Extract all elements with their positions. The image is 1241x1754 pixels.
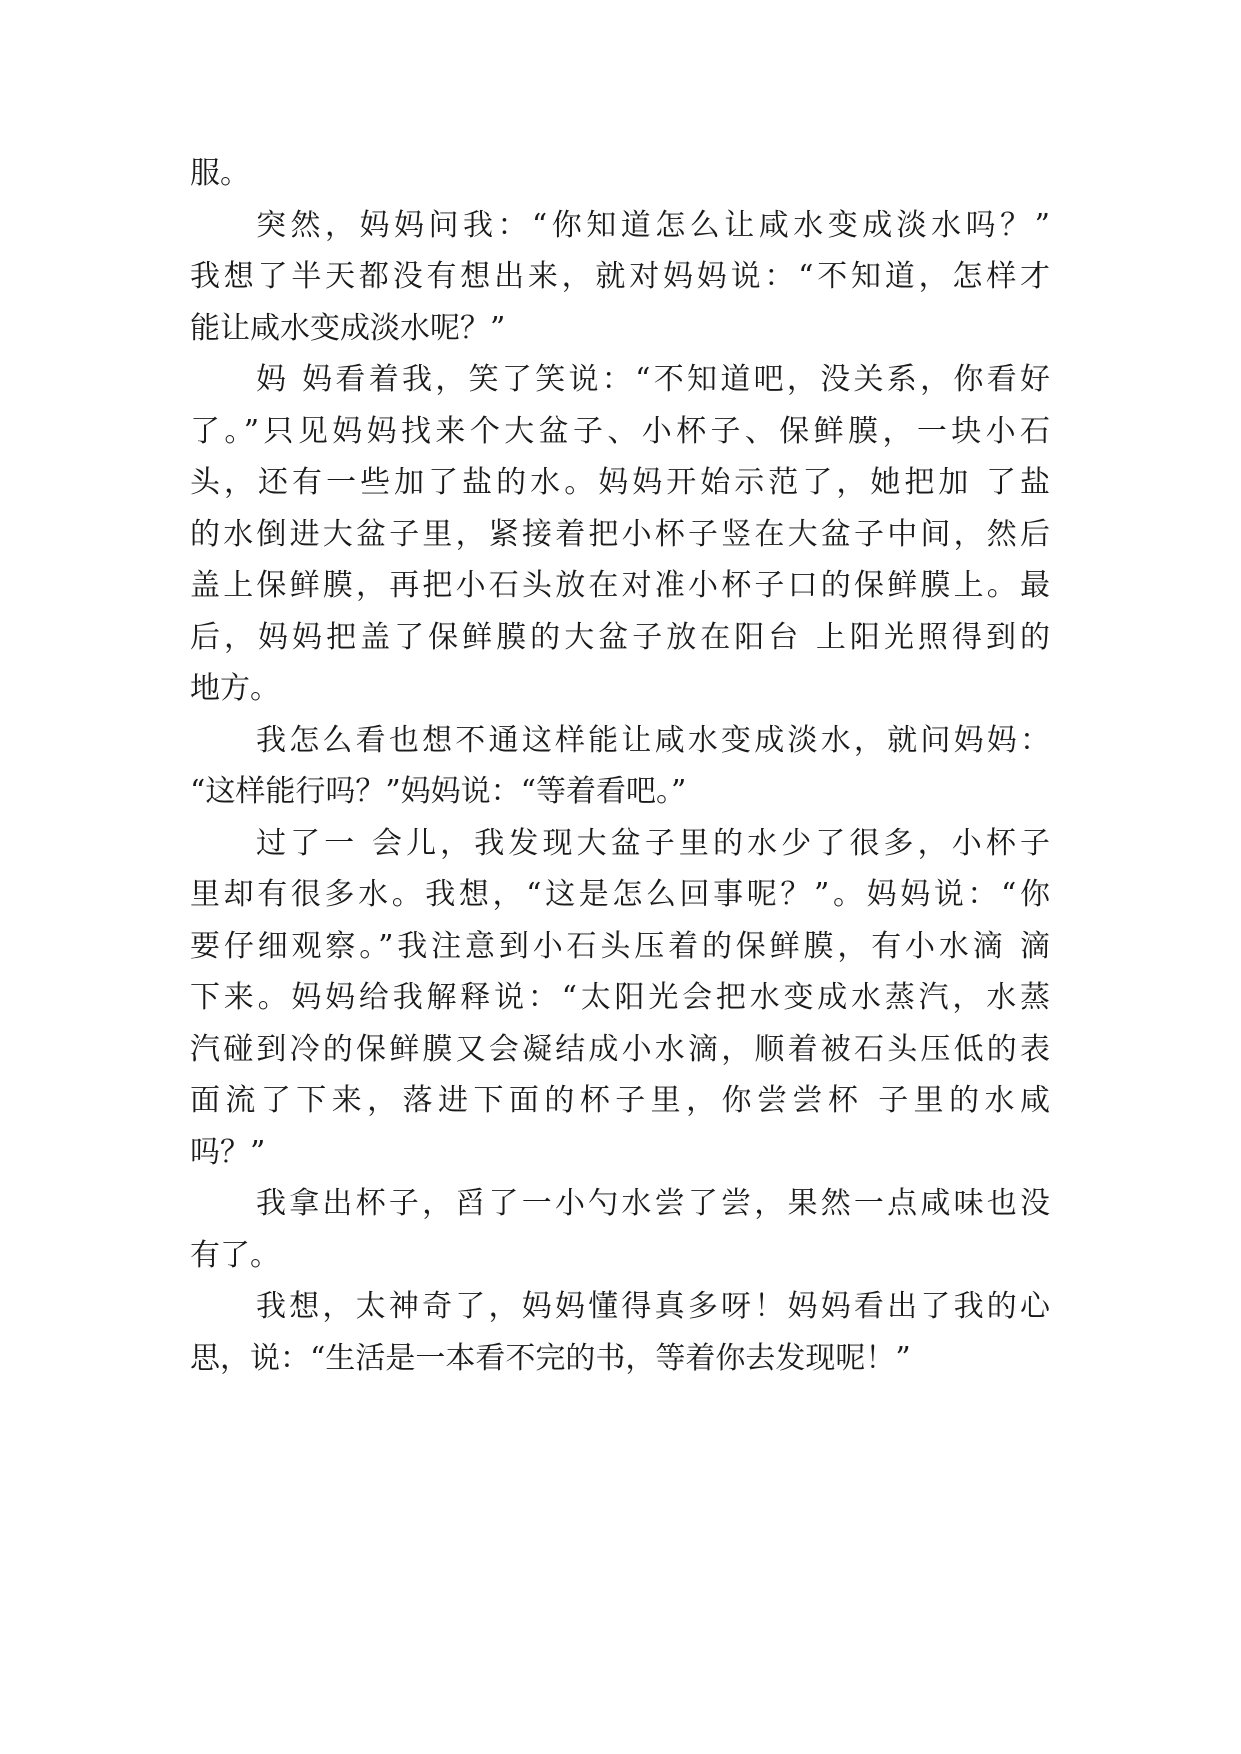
body-text [190,148,1050,1384]
text-line: 有了。 [190,1237,280,1273]
text-line: 下来。妈妈给我解释说：“太阳光会把水变成水蒸汽，水蒸 [190,980,1050,1015]
text-line: 汽碰到冷的保鲜膜又会凝结成小水滴，顺着被石头压低的表 [190,1031,1050,1067]
text-line: 盖上保鲜膜，再把小石头放在对准小杯子口的保鲜膜上。最 [190,568,1050,603]
text-line: 服。 [190,156,250,191]
text-line: 思，说：“生活是一本看不完的书，等着你去发现呢！” [190,1340,911,1376]
text-line: 我怎么看也想不通这样能让咸水变成淡水，就问妈妈： [256,722,1050,758]
text-line: 里却有很多水。我想，“这是怎么回事呢？”。妈妈说：“你 [190,877,1050,912]
text-line: 我想了半天都没有想出来，就对妈妈说：“不知道，怎样才 [190,259,1050,294]
text-line: 地方。 [190,671,280,706]
text-line: 妈 妈看着我，笑了笑说：“不知道吧，没关系，你看好 [256,362,1050,397]
text-line: 了。”只见妈妈找来个大盆子、小杯子、保鲜膜，一块小石 [190,413,1050,449]
text-line: 突然，妈妈问我：“你知道怎么让咸水变成淡水吗？” [256,207,1050,243]
text-line: 吗？” [190,1134,266,1170]
text-line: “这样能行吗？”妈妈说：“等着看吧。” [190,774,687,809]
text-line: 的水倒进大盆子里，紧接着把小杯子竖在大盆子中间，然后 [190,516,1050,552]
text-line: 过了一 会儿，我发现大盆子里的水少了很多，小杯子 [256,825,1050,861]
text-line: 头，还有一些加了盐的水。妈妈开始示范了，她把加 了盐 [190,465,1050,500]
text-line: 后，妈妈把盖了保鲜膜的大盆子放在阳台 上阳光照得到的 [190,619,1050,655]
text-line: 要仔细观察。”我注意到小石头压着的保鲜膜，有小水滴 滴 [190,928,1050,964]
text-line: 我想，太神奇了，妈妈懂得真多呀！妈妈看出了我的心 [256,1289,1050,1324]
text-line: 面流了下来，落进下面的杯子里，你尝尝杯 子里的水咸 [190,1083,1050,1118]
text-line: 能让咸水变成淡水呢？” [190,310,506,346]
text-line: 我拿出杯子，舀了一小勺水尝了尝，果然一点咸味也没 [256,1186,1050,1221]
